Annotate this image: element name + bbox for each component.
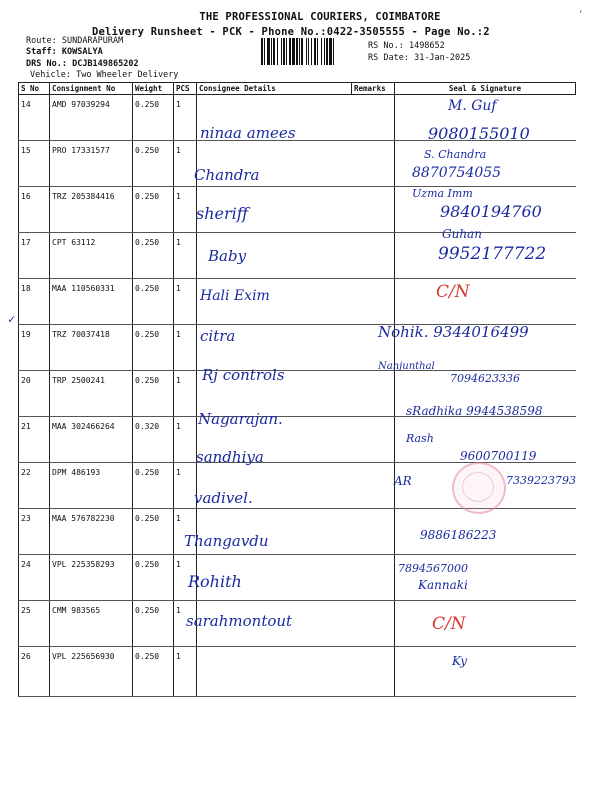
sno-cell: 14: [19, 95, 50, 141]
consignment-cell: TRZ 205384416: [50, 187, 133, 233]
remarks-cell: [352, 417, 395, 463]
staff-label: Staff:: [26, 47, 57, 57]
sno-cell: 16: [19, 187, 50, 233]
hw-phone-25: 9886186223: [420, 528, 497, 542]
hw-sign-17: Guhan: [442, 227, 482, 241]
company-stamp: [452, 462, 506, 514]
weight-cell: 0.320: [133, 417, 174, 463]
hw-name-14: ninaa amees: [200, 124, 296, 142]
hw-phone-14: 9080155010: [428, 124, 530, 143]
sno-cell: 15: [19, 141, 50, 187]
hw-sign-20: Nohik. 9344016499: [378, 323, 529, 341]
rs-date-label: RS Date:: [368, 53, 409, 63]
col-pcs: PCS: [174, 83, 197, 95]
sno-cell: 24: [19, 555, 50, 601]
consignee-cell: [197, 647, 352, 697]
table-row: [19, 647, 576, 697]
hw-name-22: sandhiya: [196, 448, 264, 466]
hw-phone-21: 7094623336: [450, 372, 520, 385]
hw-sign-23: Rash: [406, 432, 434, 445]
hw-name-25: Rohith: [188, 572, 242, 591]
remarks-cell: [352, 187, 395, 233]
pcs-cell: 1: [174, 371, 197, 417]
rs-no-label: RS No.:: [368, 41, 404, 51]
sno-cell: 19: [19, 325, 50, 371]
remarks-cell: [352, 233, 395, 279]
remarks-cell: [352, 371, 395, 417]
hw-phone-24: 7339223793: [506, 474, 576, 487]
hw-phone-23: 9600700119: [460, 449, 537, 463]
pcs-cell: 1: [174, 95, 197, 141]
consignment-cell: MAA 302466264: [50, 417, 133, 463]
pcs-cell: 1: [174, 417, 197, 463]
pcs-cell: 1: [174, 509, 197, 555]
route-label: Route:: [26, 36, 57, 46]
seal-signature-cell: [395, 601, 576, 647]
pcs-cell: 1: [174, 463, 197, 509]
hw-phone-16: 9840194760: [440, 202, 542, 221]
seal-signature-cell: [395, 647, 576, 697]
hw-sign-21: Nanjunthal: [378, 361, 435, 372]
remarks-cell: [352, 95, 395, 141]
vehicle-line: [30, 70, 178, 80]
weight-cell: 0.250: [133, 555, 174, 601]
pcs-cell: 1: [174, 187, 197, 233]
sno-cell: 22: [19, 463, 50, 509]
pcs-cell: 1: [174, 233, 197, 279]
table-header-row: [19, 83, 576, 95]
consignment-cell: PRO 17331577: [50, 141, 133, 187]
sno-cell: 26: [19, 647, 50, 697]
remarks-cell: [352, 279, 395, 325]
weight-cell: 0.250: [133, 187, 174, 233]
seal-signature-cell: [395, 279, 576, 325]
weight-cell: 0.250: [133, 371, 174, 417]
hw-phone-15: 8870754055: [412, 165, 502, 181]
remarks-cell: [352, 601, 395, 647]
sno-cell: 20: [19, 371, 50, 417]
vehicle-value: Two Wheeler Delivery: [76, 70, 179, 80]
table-row: [19, 279, 576, 325]
route-value: SUNDARAPURAM: [61, 36, 124, 46]
consignment-cell: MAA 110560331: [50, 279, 133, 325]
weight-cell: 0.250: [133, 95, 174, 141]
route-line: [26, 36, 123, 46]
hw-name-15: Chandra: [194, 166, 260, 184]
pcs-cell: 1: [174, 601, 197, 647]
hw-name-17: Baby: [208, 247, 247, 265]
remarks-cell: [352, 555, 395, 601]
weight-cell: 0.250: [133, 647, 174, 697]
company-title: THE PROFESSIONAL COURIERS, COIMBATORE: [199, 11, 441, 23]
staff-line: [26, 47, 103, 57]
sno-cell: 23: [19, 509, 50, 555]
hw-name-21: Nagarajan.: [198, 410, 283, 428]
consignment-cell: TRP 2500241: [50, 371, 133, 417]
hw-sign-22: sRadhika 9944538598: [406, 404, 543, 418]
consignment-cell: VPL 225656930: [50, 647, 133, 697]
rs-no-line: [368, 41, 445, 51]
weight-cell: 0.250: [133, 509, 174, 555]
col-consignment: Consignment No: [50, 83, 133, 95]
hw-sign-15: S. Chandra: [424, 148, 487, 161]
hw-name-24: Thangavdu: [184, 532, 269, 550]
sno-cell: 17: [19, 233, 50, 279]
weight-cell: 0.250: [133, 325, 174, 371]
staff-value: KOWSALYA: [61, 47, 103, 57]
weight-cell: 0.250: [133, 279, 174, 325]
hw-sign-16: Uzma Imm: [412, 187, 473, 200]
hw-name-20: Rj controls: [202, 366, 285, 384]
remarks-cell: [352, 463, 395, 509]
hw-sign-26b: Kannaki: [418, 578, 468, 592]
rs-date-value: 31-Jan-2025: [414, 53, 471, 63]
rs-date-line: [368, 53, 470, 63]
col-sno: S No: [19, 83, 50, 95]
col-consignee: Consignee Details: [197, 83, 352, 95]
margin-tick: ✓: [8, 312, 16, 326]
table-row: [19, 601, 576, 647]
consignment-cell: AMD 97039294: [50, 95, 133, 141]
consignment-cell: VPL 225358293: [50, 555, 133, 601]
consignment-cell: CMM 983565: [50, 601, 133, 647]
col-seal-signature: Seal & Signature: [395, 83, 576, 95]
remarks-cell: [352, 141, 395, 187]
rs-no-value: 1498652: [408, 41, 445, 51]
consignment-cell: TRZ 70037418: [50, 325, 133, 371]
hw-name-16: sheriff: [196, 204, 249, 223]
vehicle-label: Vehicle:: [30, 70, 71, 80]
remarks-cell: [352, 509, 395, 555]
hw-cn-27: C/N: [432, 614, 466, 634]
drs-line: [26, 59, 139, 69]
sno-cell: 21: [19, 417, 50, 463]
drs-value: DCJB149865202: [72, 59, 139, 69]
hw-cn-18: C/N: [436, 282, 470, 302]
pcs-cell: 1: [174, 325, 197, 371]
weight-cell: 0.250: [133, 141, 174, 187]
sno-cell: 25: [19, 601, 50, 647]
hw-phone-17: 9952177722: [438, 244, 547, 264]
drs-label: DRS No.:: [26, 59, 67, 69]
hw-name-26: sarahmontout: [186, 612, 293, 630]
hw-sign-24: AR: [394, 474, 412, 488]
pcs-cell: 1: [174, 555, 197, 601]
remarks-cell: [352, 647, 395, 697]
hw-sign-26: 7894567000: [398, 562, 468, 575]
consignment-cell: CPT 63112: [50, 233, 133, 279]
weight-cell: 0.250: [133, 601, 174, 647]
weight-cell: 0.250: [133, 463, 174, 509]
pcs-cell: 1: [174, 647, 197, 697]
table-row: [19, 555, 576, 601]
consignment-cell: DPM 486193: [50, 463, 133, 509]
weight-cell: 0.250: [133, 233, 174, 279]
hw-initials: Ky: [452, 654, 467, 668]
sno-cell: 18: [19, 279, 50, 325]
col-remarks: Remarks: [352, 83, 395, 95]
col-weight: Weight: [133, 83, 174, 95]
hw-name-23: vadivel.: [194, 489, 253, 507]
pcs-cell: 1: [174, 141, 197, 187]
corner-mark: ‘: [578, 10, 584, 20]
barcode: [260, 38, 363, 65]
pcs-cell: 1: [174, 279, 197, 325]
hw-name-19: citra: [200, 327, 236, 345]
hw-sign-14: M. Guf: [448, 98, 497, 114]
consignment-cell: MAA 576782230: [50, 509, 133, 555]
hw-name-18: Hali Exim: [200, 288, 270, 304]
runsheet-subtitle: Delivery Runsheet - PCK - Phone No.:0422-3505555 - Page No.:2: [92, 26, 490, 38]
